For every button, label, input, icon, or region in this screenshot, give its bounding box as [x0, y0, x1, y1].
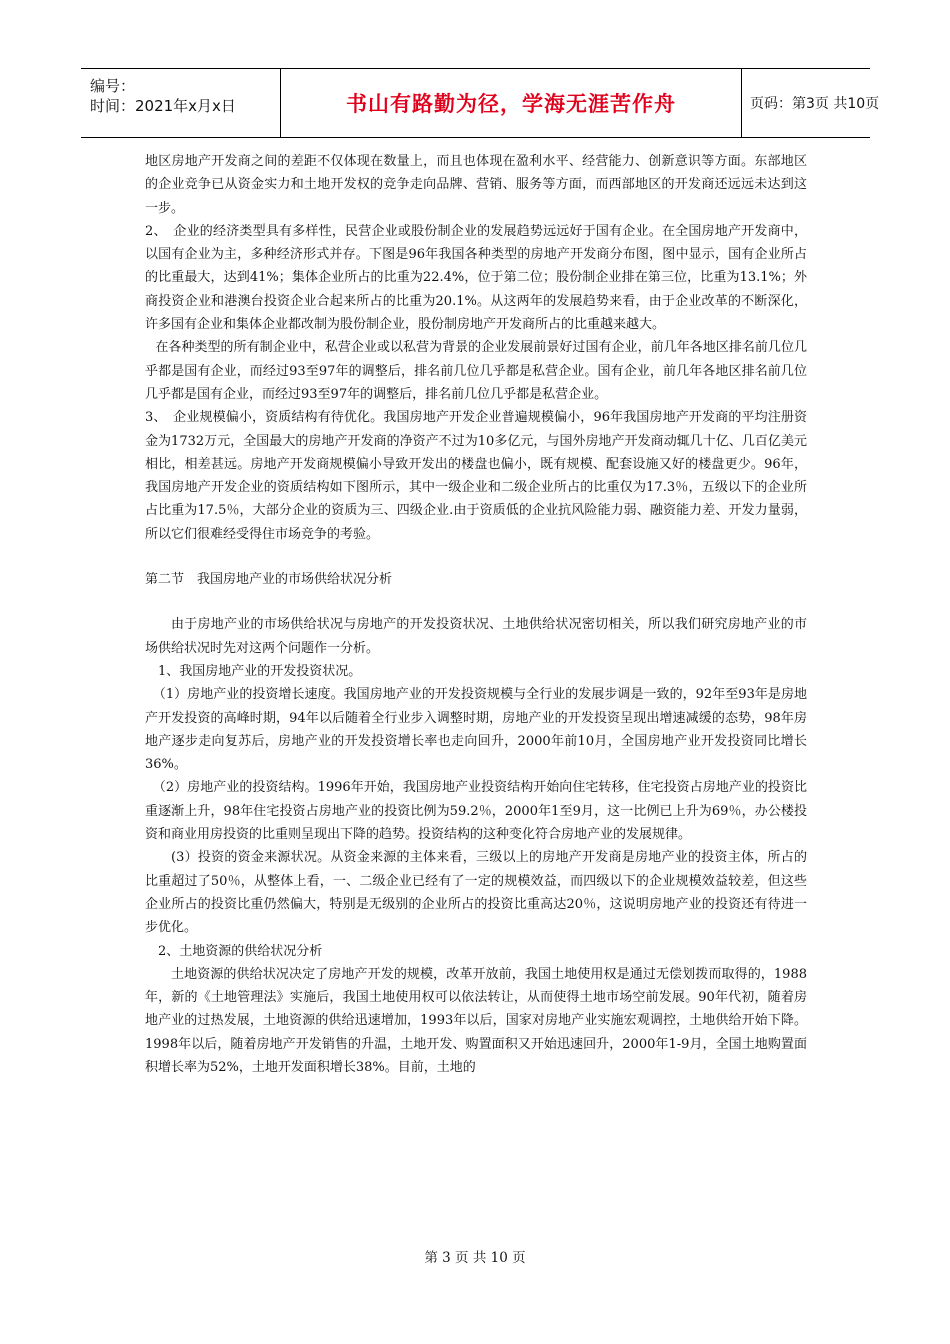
- paragraph: 土地资源的供给状况决定了房地产开发的规模，改革开放前，我国土地使用权是通过无偿划拨而取得的，1988年，新的《土地管理法》实施后，我国土地使用权可以依法转让，从而使得土地市场空前发展。90年代初，随着房地产业的过热发展，土地资源的供给迅速增加，1993年以后，国家对房地产业实施宏观调控，土地供给开始下降。1998年以后，随着房地产开发销售的升温，土地开发、购置面积又开始迅速回升，2000年1-9月，全国土地购置面积增长率为52%，土地开发面积增长38%。目前，土地的: [145, 966, 807, 1075]
- subsection-heading: 2、土地资源的供给状况分析: [158, 943, 323, 959]
- header-page-label: 页码：第3页 共10页: [750, 96, 880, 112]
- paragraph: （2）房地产业的投资结构。1996年开始，我国房地产业投资结构开始向住宅转移，住宅投资占房地产业的投资比重逐渐上升，98年住宅投资占房地产业的投资比例为59.2％，2000年1至9月，这一比例已上升为69％，办公楼投资和商业用房投资的比重则呈现出下降的趋势。投资结构的这种变化符合房地产业的发展规律。: [145, 780, 807, 843]
- paragraph: 2、 企业的经济类型具有多样性，民营企业或股份制企业的发展趋势远远好于国有企业。在全国房地产开发商中，以国有企业为主，多种经济形式并存。下图是96年我国各种类型的房地产开发商分布图，图中显示，国有企业所占的比重最大，达到41%；集体企业所占的比重为22.4%，位于第二位；股份制企业排在第三位，比重为13.1%；外商投资企业和港澳台投资企业合起来所占的比重为20.1%。从这两年的发展趋势来看，由于企业改革的不断深化，许多国有企业和集体企业都改制为股份制企业，股份制房地产开发商所占的比重越来越大。: [145, 223, 807, 333]
- paragraph: 地区房地产开发商之间的差距不仅体现在数量上，而且也体现在盈利水平、经营能力、创新意识等方面。东部地区的企业竞争已从资金实力和土地开发权的竞争走向品牌、营销、服务等方面，而西部地区的开发商还远远未达到这一步。: [145, 154, 807, 216]
- paragraph: 由于房地产业的市场供给状况与房地产的开发投资状况、土地供给状况密切相关，所以我们研究房地产业的市场供给状况时先对这两个问题作一分析。: [145, 617, 807, 656]
- paragraph: 3、 企业规模偏小，资质结构有待优化。我国房地产开发企业普遍规模偏小，96年我国房地产开发商的平均注册资金为1732万元，全国最大的房地产开发商的净资产不过为10多亿元，与国外房地产开发商动辄几十亿、几百亿美元相比，相差甚远。房地产开发商规模偏小导致开发出的楼盘也偏小，既有规模、配套设施又好的楼盘更少。96年，我国房地产开发企业的资质结构如下图所示，其中一级企业和二级企业所占的比重仅为17.3％，五级以下的企业所占比重为17.5％，大部分企业的资质为三、四级企业.由于资质低的企业抗风险能力弱、融资能力差、开发力量弱，所以它们很难经受得住市场竞争的考验。: [145, 410, 807, 542]
- subsection-heading: 1、我国房地产业的开发投资状况。: [158, 663, 362, 679]
- header-meta: [81, 69, 280, 137]
- page-header: [81, 68, 880, 138]
- section-heading: 第二节 我国房地产业的市场供给状况分析: [145, 572, 393, 588]
- header-slogan-box: [280, 69, 742, 137]
- header-slogan: 书山有路勤为径，学海无涯苦作舟: [346, 92, 676, 116]
- paragraph: (3）投资的资金来源状况。从资金来源的主体来看，三级以上的房地产开发商是房地产业的投资主体，所占的比重超过了50％，从整体上看，一、二级企业已经有了一定的规模效益，而四级以下的企业规模效益较差，但这些企业所占的投资比重仍然偏大，特别是无级别的企业所占的投资比重高达20％，这说明房地产业的投资还有待进一步优化。: [145, 850, 807, 936]
- document-body: [145, 150, 807, 1079]
- doc-time-label: 时间：2021年x月x日: [90, 97, 236, 115]
- paragraph: （1）房地产业的投资增长速度。我国房地产业的开发投资规模与全行业的发展步调是一致的，92年至93年是房地产开发投资的高峰时期，94年以后随着全行业步入调整时期，房地产业的开发投资呈现出增速减缓的态势，98年房地产逐步走向复苏后，房地产业的开发投资增长率也走向回升，2000年前10月，全国房地产业开发投资同比增长36%。: [145, 687, 807, 773]
- page-footer: 第 3 页 共 10 页: [424, 1250, 526, 1266]
- paragraph: 在各种类型的所有制企业中，私营企业或以私营为背景的企业发展前景好过国有企业，前几年各地区排名前几位几乎都是国有企业，而经过93至97年的调整后，排名前几位几乎都是私营企业。国有企业，前几年各地区排名前几位几乎都是国有企业，而经过93至97年的调整后，排名前几位几乎都是私营企业。: [145, 340, 807, 402]
- doc-code-label: 编号：: [90, 77, 136, 95]
